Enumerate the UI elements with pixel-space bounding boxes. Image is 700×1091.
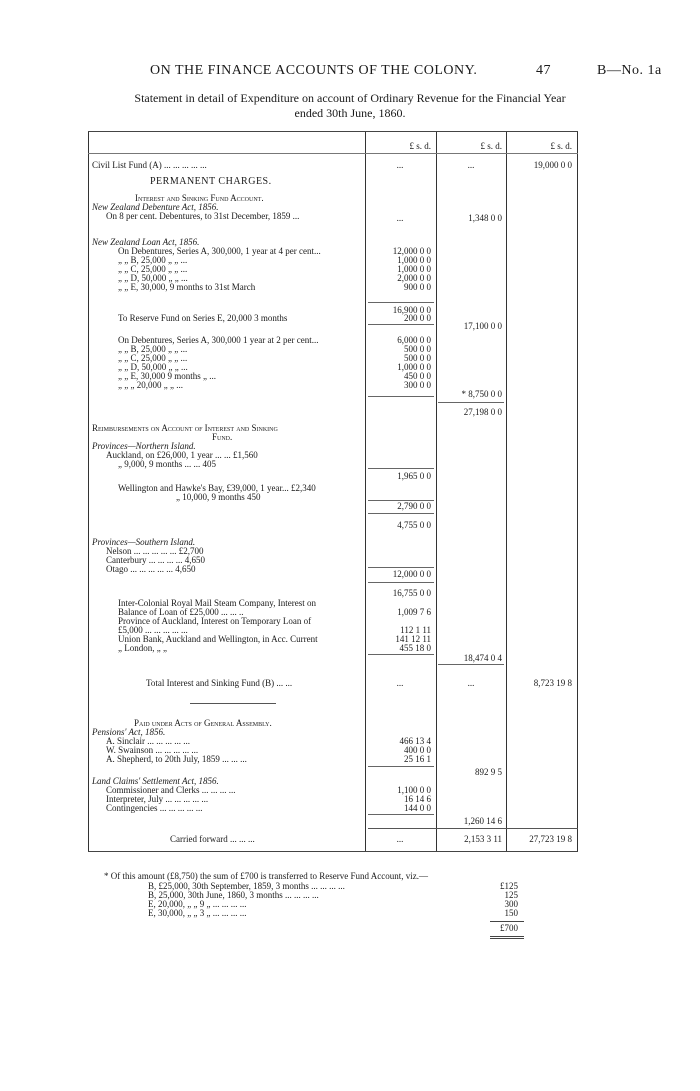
debenture-8pct-label: On 8 per cent. Debentures, to 31st December, 1859 ... <box>106 211 300 221</box>
total1-rule <box>368 324 434 325</box>
series2-rule <box>368 396 434 397</box>
other-reimbursement-value: 1,009 7 6 <box>397 607 431 617</box>
provinces-combined-total: 16,755 0 0 <box>392 588 431 598</box>
nz-debenture-act: New Zealand Debenture Act, 1856. <box>92 202 219 212</box>
series-2pct-row-value: 500 0 0 <box>404 353 431 363</box>
footnote-double-rule-2 <box>490 938 524 939</box>
auckland-line-1: Auckland, on £26,000, 1 year ... ... £1,560 <box>106 450 258 460</box>
series-2pct-row-label: „ „ E, 30,000 9 months „ ... <box>118 371 216 381</box>
other-reimbursement-label: Balance of Loan of £25,000 ... ... .. <box>118 607 244 617</box>
total-isf-label: Total Interest and Sinking Fund (B) ... ... <box>146 678 293 688</box>
footnote-row-label: E, 20,000, „ „ 9 „ ... ... ... ... <box>148 899 247 909</box>
northern-island-heading: Provinces—Northern Island. <box>92 441 196 451</box>
pensions-rule <box>368 766 434 767</box>
footnote-row-value: 300 <box>504 899 518 909</box>
series-2pct-row-value: 1,000 0 0 <box>397 362 431 372</box>
carried-forward-col2: 2,153 3 11 <box>464 834 502 844</box>
series-2pct-row-label: „ „ B, 25,000 „ „ ... <box>118 344 188 354</box>
land-claims-row-value: 144 0 0 <box>404 803 431 813</box>
nz-loan-act: New Zealand Loan Act, 1856. <box>92 237 200 247</box>
north-rule <box>368 513 434 514</box>
debenture-8pct-col2: 1,348 0 0 <box>468 213 502 223</box>
carried-forward-label: Carried forward ... ... ... <box>170 834 255 844</box>
southern-province-row: Nelson ... ... ... ... ... £2,700 <box>106 546 204 556</box>
column-divider-3 <box>506 131 507 851</box>
series-2pct-row-value: 6,000 0 0 <box>397 335 431 345</box>
series-4pct-row-value: 1,000 0 0 <box>397 264 431 274</box>
pension-row-label: W. Swainson ... ... ... ... ... <box>106 745 199 755</box>
wellington-line-1: Wellington and Hawke's Bay, £39,000, 1 year... £2,340 <box>118 483 316 493</box>
land-rule <box>368 814 434 815</box>
footnote-double-rule-1 <box>490 936 524 937</box>
footnote-total: £700 <box>500 923 518 933</box>
series-2pct-row-label: „ „ „ 20,000 „ „ ... <box>118 380 183 390</box>
page-title: ON THE FINANCE ACCOUNTS OF THE COLONY. <box>150 63 478 78</box>
southern-province-row: Canterbury ... ... ... ... 4,650 <box>106 555 205 565</box>
land-claims-total: 1,260 14 6 <box>463 816 502 826</box>
carried-rule <box>368 828 578 829</box>
total3-rule <box>438 402 504 403</box>
series-4pct-row-value: 2,000 0 0 <box>397 273 431 283</box>
interest-total-1: 17,100 0 0 <box>463 321 502 331</box>
land-claims-row-value: 16 14 6 <box>404 794 431 804</box>
combined-rule <box>368 582 434 583</box>
series-2pct-row-label: „ „ D, 50,000 „ „ ... <box>118 362 188 372</box>
northern-island-total: 4,755 0 0 <box>397 520 431 530</box>
other-rule <box>368 654 434 655</box>
auckland-rule <box>368 468 434 469</box>
other-reimbursement-label: Inter-Colonial Royal Mail Steam Company, Interest on <box>118 598 316 608</box>
auckland-total: 1,965 0 0 <box>397 471 431 481</box>
column-header-2: £ s. d. <box>480 141 502 151</box>
reserve-fund-value: 200 0 0 <box>404 313 431 323</box>
general-assembly-heading: Paid under Acts of General Assembly. <box>134 718 272 728</box>
series-4pct-row-label: „ „ E, 30,000, 9 months to 31st March <box>118 282 256 292</box>
other-reimbursement-value: 141 12 11 <box>395 634 431 644</box>
series-4pct-row-label: „ „ B, 25,000 „ „ ... <box>118 255 188 265</box>
column-header-3: £ s. d. <box>550 141 572 151</box>
series-4pct-row-value: 12,000 0 0 <box>392 246 431 256</box>
other-reimbursement-value: 455 18 0 <box>399 643 431 653</box>
series-2pct-row-label: On Debentures, Series A, 300,000 1 year at 2 per cent... <box>118 335 319 345</box>
wellington-total: 2,790 0 0 <box>397 501 431 511</box>
pension-row-label: A. Sinclair ... ... ... ... ... <box>106 736 190 746</box>
document-reference: B—No. 1a <box>597 63 662 78</box>
series-4pct-row-value: 900 0 0 <box>404 282 431 292</box>
southern-island-heading: Provinces—Southern Island. <box>92 537 196 547</box>
civil-list-label: Civil List Fund (A) ... ... ... ... ... <box>92 160 207 170</box>
series-4pct-row-label: „ „ D, 50,000 „ „ ... <box>118 273 188 283</box>
page-number: 47 <box>536 63 551 78</box>
footnote-rule <box>490 921 524 922</box>
pension-row-label: A. Shepherd, to 20th July, 1859 ... ... ... <box>106 754 247 764</box>
pension-row-value: 25 16 1 <box>404 754 431 764</box>
footnote-row-label: E, 30,000, „ „ 3 „ ... ... ... ... <box>148 908 247 918</box>
series-2pct-row-value: 300 0 0 <box>404 380 431 390</box>
reimbursements-heading-2: Fund. <box>212 432 233 442</box>
section-separator <box>190 703 276 704</box>
series-4pct-subtotal: 16,900 0 0 <box>392 305 431 315</box>
other-reimbursement-label: £5,000 ... ... ... ... ... <box>118 625 188 635</box>
footnote-intro: * Of this amount (£8,750) the sum of £700 is transferred to Reserve Fund Account, viz.— <box>104 871 428 881</box>
table-bottom-border <box>88 851 578 852</box>
table-left-border <box>88 131 89 851</box>
column-divider-4 <box>577 131 578 851</box>
pensions-total: 892 9 5 <box>475 767 502 777</box>
reserve-fund-label: To Reserve Fund on Series E, 20,000 3 months <box>118 313 288 323</box>
header-rule <box>88 153 578 154</box>
land-claims-row-value: 1,100 0 0 <box>397 785 431 795</box>
southern-province-row: Otago ... ... ... ... ... 4,650 <box>106 564 196 574</box>
carried-forward-col3: 27,723 19 8 <box>529 834 572 844</box>
column-header-1: £ s. d. <box>409 141 431 151</box>
civil-list-col1: ... <box>396 160 404 170</box>
series-2pct-row-label: „ „ C, 25,000 „ „ ... <box>118 353 188 363</box>
southern-island-total: 12,000 0 0 <box>392 569 431 579</box>
other-reimbursement-value: 112 1 11 <box>400 625 431 635</box>
series-2pct-row-value: 450 0 0 <box>404 371 431 381</box>
pension-row-value: 466 13 4 <box>399 736 431 746</box>
land-claims-row-label: Interpreter, July ... ... ... ... ... <box>106 794 209 804</box>
other-reimbursement-label: Province of Auckland, Interest on Temporary Loan of <box>118 616 312 626</box>
total-isf-col1: ... <box>396 678 404 688</box>
pension-row-value: 400 0 0 <box>404 745 431 755</box>
series-4pct-row-label: On Debentures, Series A, 300,000, 1 year at 4 per cent... <box>118 246 321 256</box>
total-isf-col2: ... <box>467 678 475 688</box>
wellington-line-2: „ 10,000, 9 months 450 <box>176 492 261 502</box>
statement-title-line1: Statement in detail of Expenditure on account of Ordinary Revenue for the Financial Year <box>134 91 566 105</box>
permanent-charges-heading: PERMANENT CHARGES. <box>150 176 272 187</box>
pensions-act-heading: Pensions' Act, 1856. <box>92 727 166 737</box>
footnote-row-value: 125 <box>504 890 518 900</box>
interest-total-2: * 8,750 0 0 <box>461 389 502 399</box>
land-claims-row-label: Commissioner and Clerks ... ... ... ... <box>106 785 236 795</box>
interest-total-3: 27,198 0 0 <box>463 407 502 417</box>
other-reimbursement-label: Union Bank, Auckland and Wellington, in Acc. Current <box>118 634 318 644</box>
other-reimbursement-label: „ London, „ „ <box>118 643 167 653</box>
isf-heading: Interest and Sinking Fund Account. <box>135 193 264 203</box>
footnote-row-value: £125 <box>500 881 518 891</box>
column-divider-1 <box>365 131 366 851</box>
civil-list-col2: ... <box>467 160 475 170</box>
sub1-rule <box>368 302 434 303</box>
auckland-line-2: „ 9,000, 9 months ... ... 405 <box>118 459 216 469</box>
civil-list-col3: 19,000 0 0 <box>533 160 572 170</box>
land-claims-row-label: Contingencies ... ... ... ... ... <box>106 803 203 813</box>
land-claims-heading: Land Claims' Settlement Act, 1856. <box>92 776 219 786</box>
carried-forward-col1: ... <box>396 834 404 844</box>
reimbursements-heading-1: Reimbursements on Account of Interest and Sinking <box>92 423 278 433</box>
statement-title-line2: ended 30th June, 1860. <box>294 106 406 120</box>
south-rule <box>368 567 434 568</box>
footnote-row-value: 150 <box>504 908 518 918</box>
series-2pct-row-value: 500 0 0 <box>404 344 431 354</box>
series-4pct-row-value: 1,000 0 0 <box>397 255 431 265</box>
footnote-row-label: B, £25,000, 30th September, 1859, 3 months ... ... ... ... <box>148 881 345 891</box>
table-top-border <box>88 131 578 132</box>
total-isf-col3: 8,723 19 8 <box>533 678 572 688</box>
reimbursements-total: 18,474 0 4 <box>463 653 502 663</box>
debenture-8pct-col1: ... <box>396 213 404 223</box>
series-4pct-row-label: „ „ C, 25,000 „ „ ... <box>118 264 188 274</box>
column-divider-2 <box>436 131 437 851</box>
reimb-total-rule <box>438 664 504 665</box>
footnote-row-label: B, 25,000, 30th June, 1860, 3 months ... ... ... ... <box>148 890 319 900</box>
